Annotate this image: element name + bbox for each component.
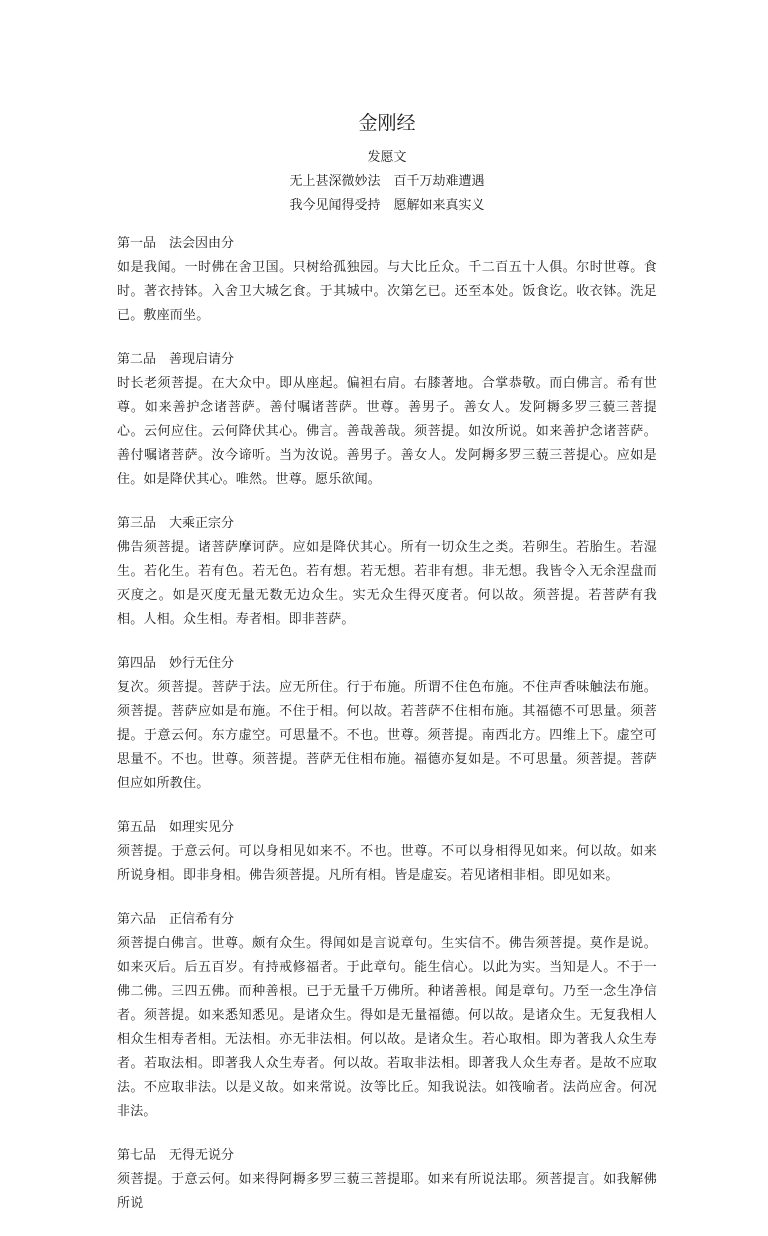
- chapter-text: 如是我闻。一时佛在舍卫国。只树给孤独园。与大比丘众。千二百五十人俱。尔时世尊。食时。著衣持钵。入舍卫大城乞食。于其城中。次第乞已。还至本处。饭食讫。收衣钵。洗足已。敷座而坐。: [117, 260, 657, 323]
- opening-verse: [117, 146, 657, 218]
- chapter-4: [117, 652, 657, 796]
- chapter-list: [117, 232, 657, 1216]
- chapter-5: [117, 816, 657, 888]
- chapter-heading: 第六品 正信希有分: [117, 912, 235, 927]
- chapter-text: 须菩提。于意云何。可以身相见如来不。不也。世尊。不可以身相得见如来。何以故。如来所说身相。即非身相。佛告须菩提。凡所有相。皆是虚妄。若见诸相非相。即见如来。: [117, 844, 657, 883]
- verse-line: 我今见闻得受持 愿解如来真实义: [289, 198, 485, 213]
- chapter-text: 复次。须菩提。菩萨于法。应无所住。行于布施。所谓不住色布施。不住声香味触法布施。须菩提。菩萨应如是布施。不住于相。何以故。若菩萨不住相布施。其福德不可思量。须菩提。于意云何。东方虚空。可思量不。不也。世尊。须菩提。南西北方。四维上下。虚空可思量不。不也。世尊。须菩提。菩萨无住相布施。福德亦复如是。不可思量。须菩提。菩萨但应如所教住。: [117, 680, 657, 791]
- chapter-text: 须菩提白佛言。世尊。颇有众生。得闻如是言说章句。生实信不。佛告须菩提。莫作是说。如来灭后。后五百岁。有持戒修福者。于此章句。能生信心。以此为实。当知是人。不于一佛二佛。三四五佛。而种善根。已于无量千万佛所。种诸善根。闻是章句。乃至一念生净信者。须菩提。如来悉知悉见。是诸众生。得如是无量福德。何以故。是诸众生。无复我相人相众生相寿者相。无法相。亦无非法相。何以故。是诸众生。若心取相。即为著我人众生寿者。若取法相。即著我人众生寿者。何以故。若取非法相。即著我人众生寿者。是故不应取法。不应取非法。以是义故。如来常说。汝等比丘。知我说法。如筏喻者。法尚应舍。何况非法。: [117, 936, 657, 1119]
- document-page: [117, 110, 657, 1236]
- chapter-text: 时长老须菩提。在大众中。即从座起。偏袒右肩。右膝著地。合掌恭敬。而白佛言。希有世尊。如来善护念诸菩萨。善付嘱诸菩萨。世尊。善男子。善女人。发阿耨多罗三藐三菩提心。云何应住。云何降伏其心。佛言。善哉善哉。须菩提。如汝所说。如来善护念诸菩萨。善付嘱诸菩萨。汝今谛听。当为汝说。善男子。善女人。发阿耨多罗三藐三菩提心。应如是住。如是降伏其心。唯然。世尊。愿乐欲闻。: [117, 376, 657, 487]
- chapter-text: 佛告须菩提。诸菩萨摩诃萨。应如是降伏其心。所有一切众生之类。若卵生。若胎生。若湿生。若化生。若有色。若无色。若有想。若无想。若非有想。非无想。我皆令入无余涅盘而灭度之。如是灭度无量无数无边众生。实无众生得灭度者。何以故。须菩提。若菩萨有我相。人相。众生相。寿者相。即非菩萨。: [117, 540, 657, 627]
- chapter-heading: 第二品 善现启请分: [117, 352, 235, 367]
- chapter-heading: 第七品 无得无说分: [117, 1148, 235, 1163]
- chapter-6: [117, 908, 657, 1124]
- chapter-7: [117, 1144, 657, 1216]
- chapter-heading: 第五品 如理实见分: [117, 820, 235, 835]
- chapter-2: [117, 348, 657, 492]
- chapter-text: 须菩提。于意云何。如来得阿耨多罗三藐三菩提耶。如来有所说法耶。须菩提言。如我解佛所说: [117, 1172, 657, 1211]
- chapter-heading: 第四品 妙行无住分: [117, 656, 235, 671]
- chapter-1: [117, 232, 657, 328]
- chapter-heading: 第一品 法会因由分: [117, 236, 235, 251]
- chapter-heading: 第三品 大乘正宗分: [117, 516, 235, 531]
- document-title: 金刚经: [358, 112, 416, 134]
- verse-heading: 发愿文: [367, 150, 407, 165]
- verse-line: 无上甚深微妙法 百千万劫难遭遇: [289, 174, 485, 189]
- chapter-3: [117, 512, 657, 632]
